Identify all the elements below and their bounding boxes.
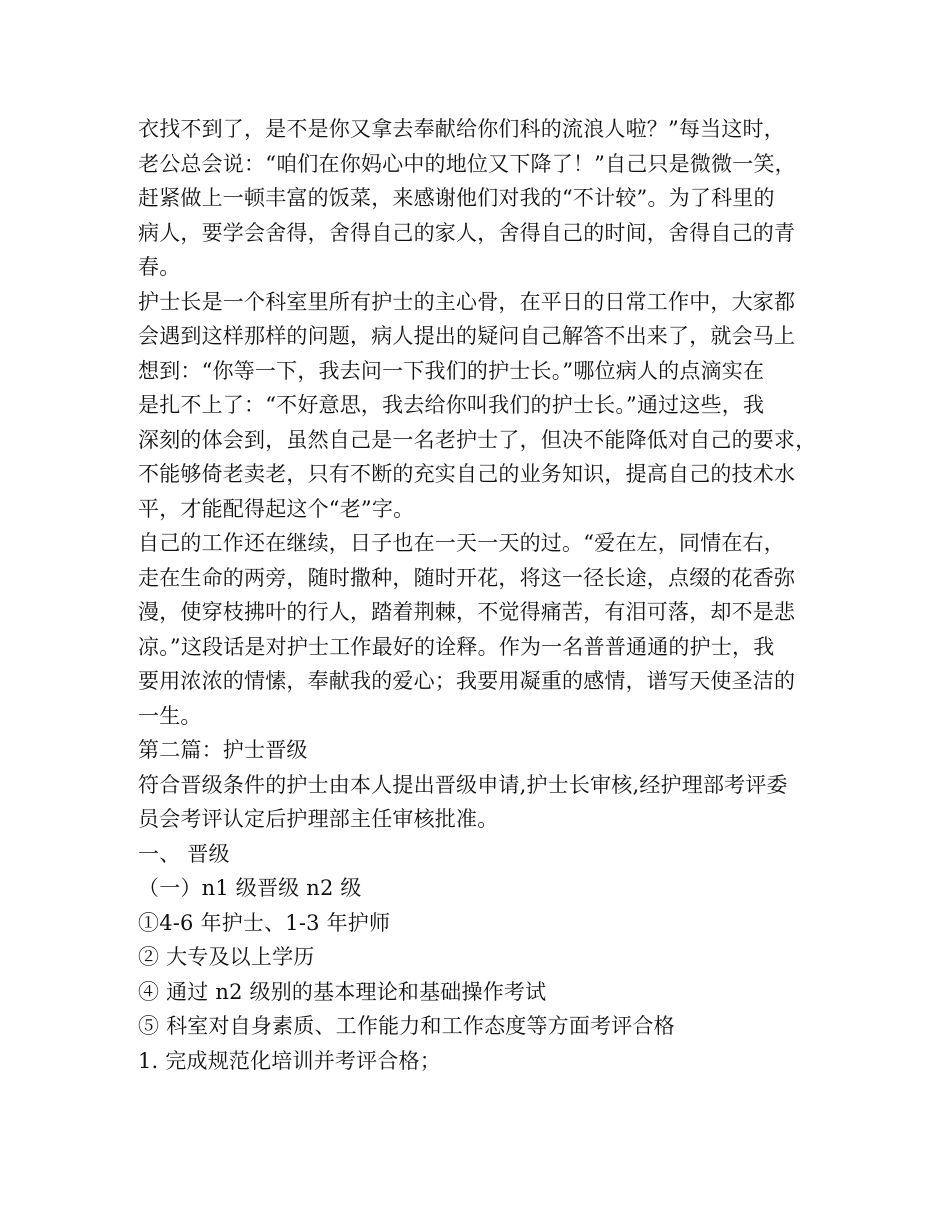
- paragraph-line: 漫，使穿枝拂叶的行人，踏着荆棘，不觉得痛苦，有泪可落，却不是悲: [138, 600, 796, 624]
- paragraph-line: 员会考评认定后护理部主任审核批准。: [138, 807, 499, 831]
- paragraph-line: 平，才能配得起这个“老”字。: [138, 496, 415, 521]
- list-item: ④ 通过 n2 级别的基本理论和基础操作考试: [138, 979, 547, 1004]
- paragraph-line: 深刻的体会到，虽然自己是一名老护士了，但决不能降低对自己的要求，: [138, 427, 817, 452]
- paragraph-line: 会遇到这样那样的问题，病人提出的疑问自己解答不出来了，就会马上: [138, 324, 796, 348]
- list-item: ② 大专及以上学历: [138, 945, 315, 969]
- list-item: ①4-6 年护士、1-3 年护师: [138, 910, 391, 935]
- paragraph-line: 不能够倚老卖老，只有不断的充实自己的业务知识，提高自己的技术水: [138, 462, 796, 486]
- paragraph-line: 想到：“你等一下，我去问一下我们的护士长。”哪位病人的点滴实在: [138, 358, 765, 383]
- paragraph-line: 衣找不到了，是不是你又拿去奉献给你们科的流浪人啦？”每当这时，: [138, 117, 785, 141]
- paragraph-line: 赶紧做上一顿丰富的饭菜，来感谢他们对我的“不计较”。为了科里的: [138, 186, 775, 210]
- section-heading: 第二篇：护士晋级: [138, 738, 308, 762]
- paragraph-line: 护士长是一个科室里所有护士的主心骨，在平日的日常工作中，大家都: [138, 289, 796, 314]
- sub-heading: （一）n1 级晋级 n2 级: [138, 876, 362, 900]
- paragraph-line: 老公总会说：“咱们在你妈心中的地位又下降了！”自己只是微微一笑，: [138, 151, 796, 176]
- paragraph-line: 一生。: [138, 703, 202, 728]
- paragraph-line: 符合晋级条件的护士由本人提出晋级申请,护士长审核,经护理部考评委: [138, 772, 788, 797]
- document-body: [138, 112, 838, 1078]
- paragraph-line: 走在生命的两旁，随时撒种，随时开花，将这一径长途，点缀的花香弥: [138, 565, 796, 590]
- paragraph-line: 要用浓浓的情愫，奉献我的爱心；我要用凝重的感情，谱写天使圣洁的: [138, 669, 796, 693]
- list-item: ⑤ 科室对自身素质、工作能力和工作态度等方面考评合格: [138, 1014, 675, 1038]
- paragraph-line: 自己的工作还在继续，日子也在一天一天的过。“爱在左，同情在右，: [138, 531, 785, 555]
- list-heading: 一、 晋级: [138, 841, 230, 866]
- paragraph-line: 春。: [138, 255, 181, 279]
- paragraph-line: 是扎不上了：“不好意思，我去给你叫我们的护士长。”通过这些，我: [138, 393, 765, 417]
- paragraph-line: 凉。”这段话是对护士工作最好的诠释。作为一名普普通通的护士，我: [138, 634, 775, 659]
- list-item: 1. 完成规范化培训并考评合格；: [138, 1048, 441, 1073]
- paragraph-line: 病人，要学会舍得，舍得自己的家人，舍得自己的时间，舍得自己的青: [138, 220, 796, 245]
